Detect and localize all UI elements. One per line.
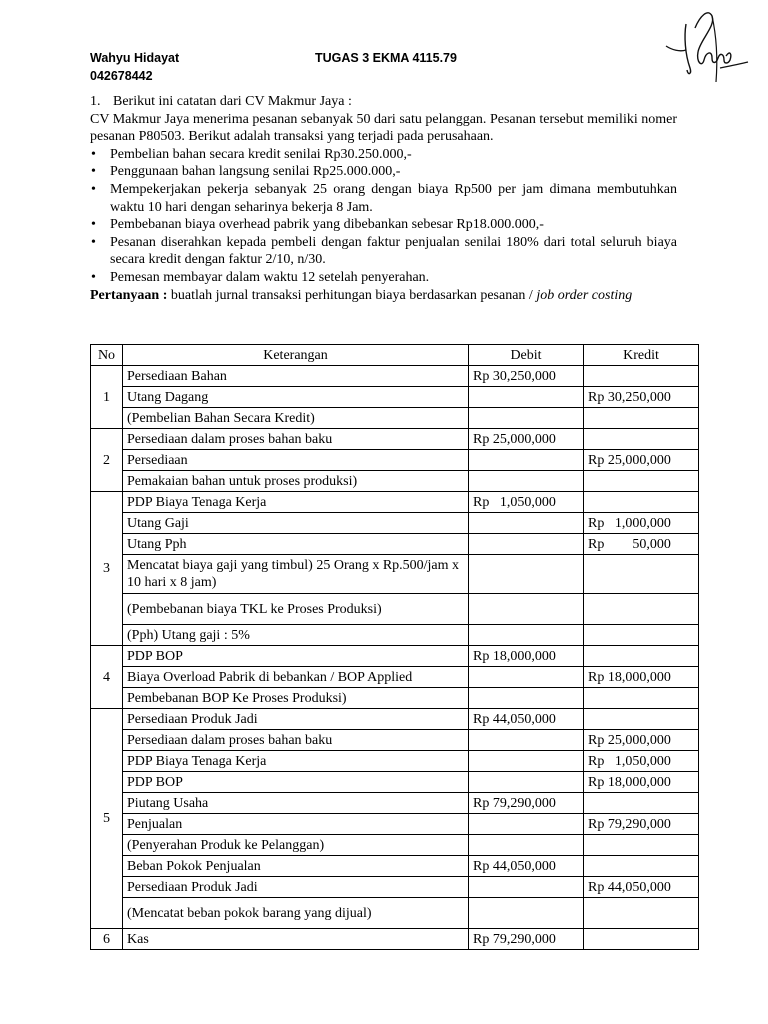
entry-debit xyxy=(469,751,584,772)
entry-description: Persediaan Produk Jadi xyxy=(123,877,469,898)
entry-description: (Penyerahan Produk ke Pelanggan) xyxy=(123,835,469,856)
table-row xyxy=(91,513,699,534)
entry-debit xyxy=(469,667,584,688)
column-header-no: No xyxy=(91,345,123,366)
table-row xyxy=(91,450,699,471)
table-row xyxy=(91,408,699,429)
entry-description: Utang Dagang xyxy=(123,387,469,408)
entry-credit xyxy=(584,471,699,492)
table-header-row xyxy=(91,345,699,366)
question-prompt xyxy=(90,287,677,305)
entry-number: 3 xyxy=(91,492,123,646)
entry-credit xyxy=(584,898,699,929)
entry-credit xyxy=(584,429,699,450)
entry-credit: Rp 50,000 xyxy=(584,534,699,555)
entry-debit xyxy=(469,594,584,625)
entry-debit xyxy=(469,814,584,835)
entry-credit: Rp 79,290,000 xyxy=(584,814,699,835)
entry-description: Mencatat biaya gaji yang timbul) 25 Orang x Rp.500/jam x 10 hari x 8 jam) xyxy=(123,555,469,594)
table-row xyxy=(91,929,699,950)
entry-credit xyxy=(584,555,699,594)
entry-credit xyxy=(584,793,699,814)
entry-description: Persediaan dalam proses bahan baku xyxy=(123,730,469,751)
entry-credit xyxy=(584,408,699,429)
question-text: buatlah jurnal transaksi perhitungan biaya berdasarkan pesanan / xyxy=(167,287,537,303)
entry-credit xyxy=(584,594,699,625)
entry-debit xyxy=(469,513,584,534)
table-row xyxy=(91,898,699,929)
table-row xyxy=(91,387,699,408)
journal-body xyxy=(91,366,699,950)
question-lead: Berikut ini catatan dari CV Makmur Jaya : xyxy=(113,94,352,109)
entry-debit: Rp 44,050,000 xyxy=(469,856,584,877)
entry-debit xyxy=(469,471,584,492)
entry-credit: Rp 30,250,000 xyxy=(584,387,699,408)
student-id: 042678442 xyxy=(90,69,153,83)
assignment-text xyxy=(90,93,677,304)
entry-debit: Rp 30,250,000 xyxy=(469,366,584,387)
entry-description: PDP Biaya Tenaga Kerja xyxy=(123,492,469,513)
entry-credit xyxy=(584,856,699,877)
column-header-description: Keterangan xyxy=(123,345,469,366)
entry-credit xyxy=(584,646,699,667)
entry-debit: Rp 79,290,000 xyxy=(469,793,584,814)
entry-description: Persediaan Produk Jadi xyxy=(123,709,469,730)
entry-debit xyxy=(469,730,584,751)
table-row xyxy=(91,646,699,667)
table-row xyxy=(91,555,699,594)
entry-credit xyxy=(584,688,699,709)
entry-credit: Rp 25,000,000 xyxy=(584,730,699,751)
entry-number: 2 xyxy=(91,429,123,492)
entry-description: PDP BOP xyxy=(123,772,469,793)
entry-credit xyxy=(584,625,699,646)
question-term: job order costing xyxy=(536,287,633,303)
entry-debit xyxy=(469,877,584,898)
entry-number: 4 xyxy=(91,646,123,709)
table-row xyxy=(91,709,699,730)
journal-table xyxy=(90,344,699,950)
entry-description: Pembebanan BOP Ke Proses Produksi) xyxy=(123,688,469,709)
list-item: • Mempekerjakan pekerja sebanyak 25 orang dengan biaya Rp500 per jam dimana membutuhkan waktu 10 hari dengan seharinya bekerja 8 Jam. xyxy=(90,181,677,216)
entry-number: 5 xyxy=(91,709,123,929)
entry-description: Kas xyxy=(123,929,469,950)
handwritten-signature xyxy=(660,6,752,86)
table-row xyxy=(91,730,699,751)
entry-credit: Rp 18,000,000 xyxy=(584,772,699,793)
transaction-list xyxy=(90,146,677,287)
entry-debit xyxy=(469,534,584,555)
entry-description: Utang Gaji xyxy=(123,513,469,534)
entry-description: Penjualan xyxy=(123,814,469,835)
table-row xyxy=(91,856,699,877)
list-item: • Pembelian bahan secara kredit senilai Rp30.250.000,- xyxy=(90,146,677,164)
entry-debit xyxy=(469,772,584,793)
table-row xyxy=(91,534,699,555)
question-label: Pertanyaan : xyxy=(90,287,168,303)
entry-credit xyxy=(584,929,699,950)
entry-description: PDP BOP xyxy=(123,646,469,667)
entry-debit xyxy=(469,835,584,856)
entry-description: Persediaan xyxy=(123,450,469,471)
entry-description: Utang Pph xyxy=(123,534,469,555)
table-row xyxy=(91,877,699,898)
entry-description: Biaya Overload Pabrik di bebankan / BOP Applied xyxy=(123,667,469,688)
entry-debit xyxy=(469,898,584,929)
column-header-credit: Kredit xyxy=(584,345,699,366)
table-row xyxy=(91,625,699,646)
author-name: Wahyu Hidayat xyxy=(90,51,180,65)
entry-credit: Rp 44,050,000 xyxy=(584,877,699,898)
list-item: • Pemesan membayar dalam waktu 12 setelah penyerahan. xyxy=(90,269,677,287)
entry-description: PDP Biaya Tenaga Kerja xyxy=(123,751,469,772)
entry-credit: Rp 1,050,000 xyxy=(584,751,699,772)
column-header-debit: Debit xyxy=(469,345,584,366)
case-paragraph: CV Makmur Jaya menerima pesanan sebanyak 50 dari satu pelanggan. Pesanan tersebut memiliki nomer pesanan P80503. Berikut adalah transaksi yang terjadi pada perusahaan. xyxy=(90,111,677,145)
table-row xyxy=(91,772,699,793)
entry-description: Persediaan dalam proses bahan baku xyxy=(123,429,469,450)
entry-debit: Rp 18,000,000 xyxy=(469,646,584,667)
entry-debit xyxy=(469,688,584,709)
table-row xyxy=(91,667,699,688)
table-row xyxy=(91,814,699,835)
entry-description: (Pembelian Bahan Secara Kredit) xyxy=(123,408,469,429)
entry-credit xyxy=(584,709,699,730)
entry-debit xyxy=(469,625,584,646)
entry-credit xyxy=(584,492,699,513)
table-row xyxy=(91,429,699,450)
entry-description: Pemakaian bahan untuk proses produksi) xyxy=(123,471,469,492)
entry-description: Piutang Usaha xyxy=(123,793,469,814)
entry-description: Persediaan Bahan xyxy=(123,366,469,387)
entry-debit: Rp 79,290,000 xyxy=(469,929,584,950)
task-title: TUGAS 3 EKMA 4115.79 xyxy=(315,51,457,65)
entry-debit: Rp 44,050,000 xyxy=(469,709,584,730)
entry-number: 1 xyxy=(91,366,123,429)
entry-number: 6 xyxy=(91,929,123,950)
table-row xyxy=(91,688,699,709)
question-intro xyxy=(90,93,677,111)
entry-debit xyxy=(469,387,584,408)
table-row xyxy=(91,366,699,387)
entry-debit xyxy=(469,450,584,471)
entry-credit: Rp 18,000,000 xyxy=(584,667,699,688)
entry-description: (Mencatat beban pokok barang yang dijual) xyxy=(123,898,469,929)
entry-debit xyxy=(469,408,584,429)
list-item: • Pesanan diserahkan kepada pembeli dengan faktur penjualan senilai 180% dari total seluruh biaya secara kredit dengan faktur 2/10, n/30. xyxy=(90,234,677,269)
list-item: • Penggunaan bahan langsung senilai Rp25.000.000,- xyxy=(90,163,677,181)
entry-description: Beban Pokok Penjualan xyxy=(123,856,469,877)
table-row xyxy=(91,471,699,492)
table-row xyxy=(91,793,699,814)
table-row xyxy=(91,835,699,856)
entry-credit: Rp 25,000,000 xyxy=(584,450,699,471)
entry-credit xyxy=(584,835,699,856)
table-row xyxy=(91,492,699,513)
entry-description: (Pph) Utang gaji : 5% xyxy=(123,625,469,646)
table-row xyxy=(91,751,699,772)
entry-credit: Rp 1,000,000 xyxy=(584,513,699,534)
question-number: 1. xyxy=(90,94,101,109)
table-row xyxy=(91,594,699,625)
entry-debit xyxy=(469,555,584,594)
entry-description: (Pembebanan biaya TKL ke Proses Produksi) xyxy=(123,594,469,625)
entry-debit: Rp 25,000,000 xyxy=(469,429,584,450)
entry-debit: Rp 1,050,000 xyxy=(469,492,584,513)
entry-credit xyxy=(584,366,699,387)
list-item: • Pembebanan biaya overhead pabrik yang dibebankan sebesar Rp18.000.000,- xyxy=(90,216,677,234)
